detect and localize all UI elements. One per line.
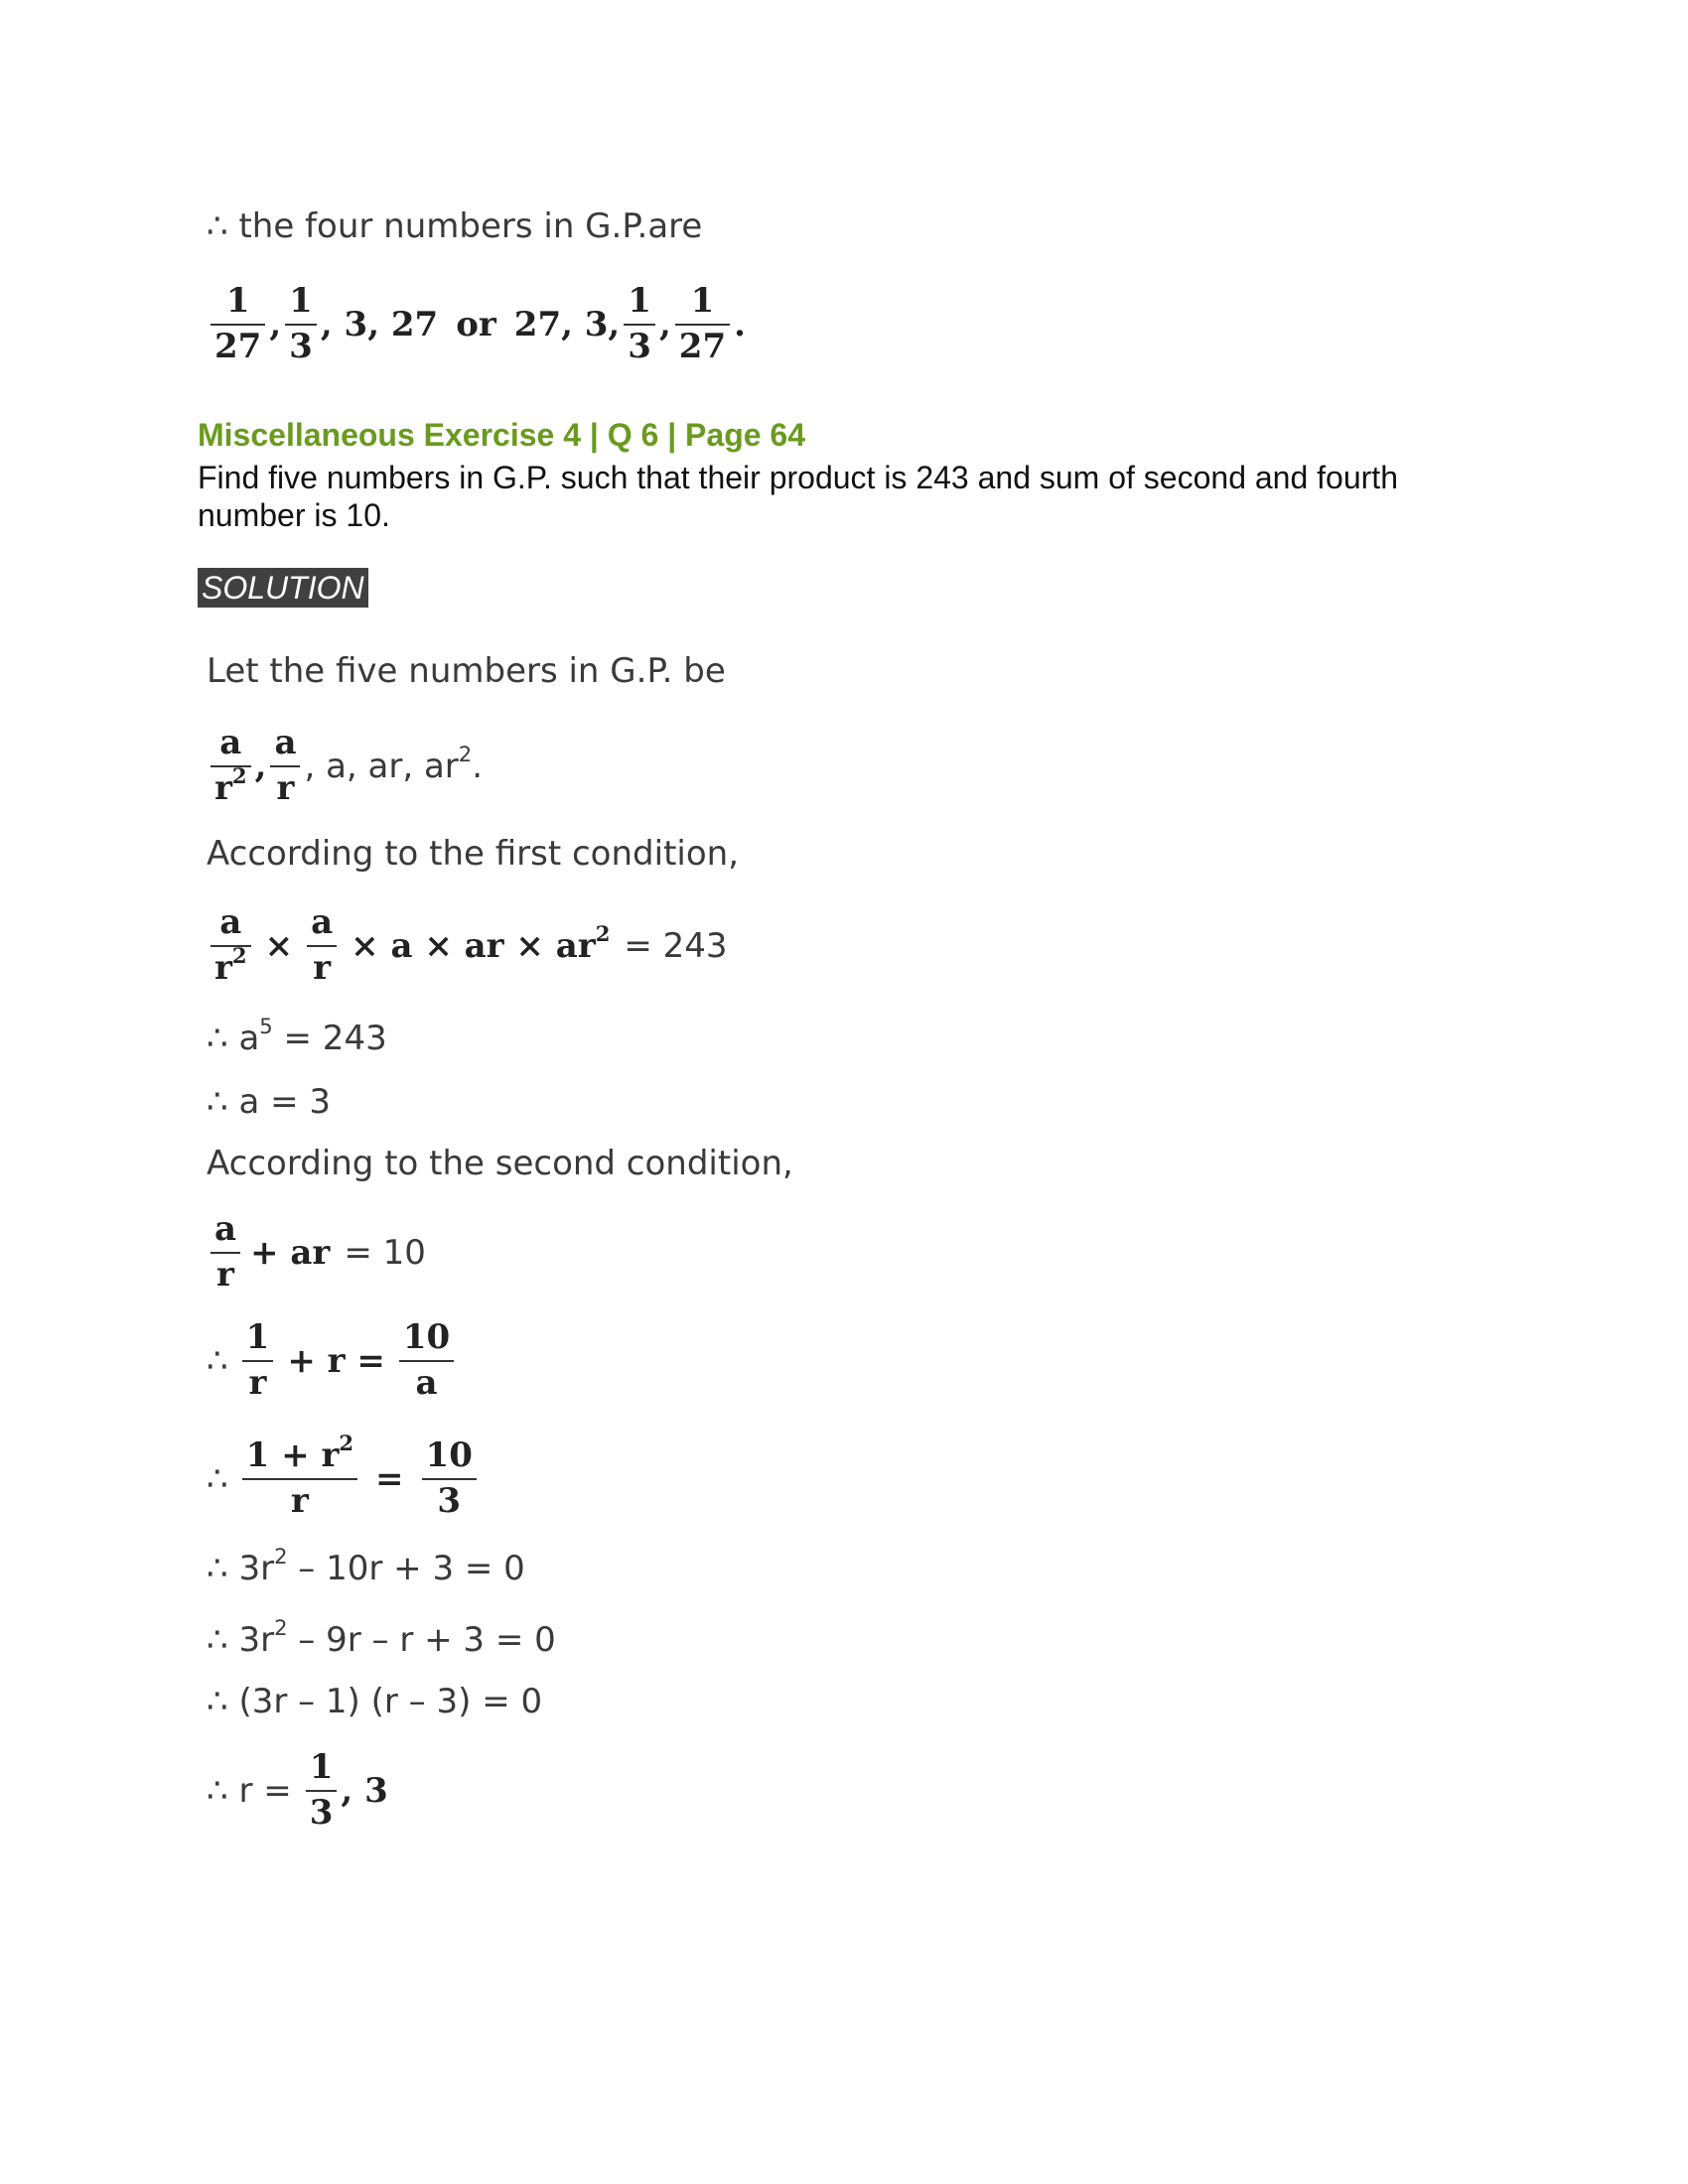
fraction-1-r: $\frac{1}{r}$ bbox=[242, 1320, 274, 1401]
fraction-a-r-b: $\frac{a}{r}$ bbox=[307, 905, 337, 986]
fraction-1-3-b: $\frac{1}{3}$ bbox=[624, 284, 655, 364]
roots: ∴ r = $\frac{1}{3}$ , 3 bbox=[207, 1747, 388, 1833]
let-statement: Let the five numbers in G.P. be bbox=[207, 651, 726, 691]
exercise-heading: Miscellaneous Exercise 4 | Q 6 | Page 64 bbox=[198, 417, 806, 453]
fraction-10-a: $\frac{10}{a}$ bbox=[399, 1320, 454, 1401]
fraction-a-r: $\frac{a}{r}$ bbox=[270, 726, 300, 806]
solution-label: SOLUTION bbox=[198, 568, 368, 608]
fraction-1-plus-r2-over-r: $\frac{1 + r^2}{r}$ bbox=[242, 1438, 357, 1519]
step-two: ∴ $\frac{1 + r^2}{r}$ = $\frac{10}{3}$ bbox=[207, 1424, 481, 1535]
first-condition: According to the first condition, bbox=[207, 834, 739, 874]
fraction-a-r2-b: $\frac{a}{r^2}$ bbox=[211, 905, 251, 986]
gp-sequence: $\frac{1}{27}$ , $\frac{1}{3}$ , 3, 27 or 27, 3, $\frac{1}{3}$ , $\frac{1}{27}$ . bbox=[207, 270, 746, 379]
fraction-a-r-c: $\frac{a}{r}$ bbox=[211, 1212, 240, 1293]
quadratic-two: ∴ $3r^2 - 9r - r + 3 = 0$ bbox=[207, 1615, 556, 1660]
fraction-1-3-c: $\frac{1}{3}$ bbox=[306, 1750, 338, 1831]
second-condition: According to the second condition, bbox=[207, 1144, 793, 1183]
fraction-1-27-b: $\frac{1}{27}$ bbox=[675, 284, 730, 364]
a-equals-three: ∴ a = 3 bbox=[207, 1082, 332, 1122]
factored-form: ∴ (3r – 1) (r – 3) = 0 bbox=[207, 1682, 543, 1721]
fraction-1-3: $\frac{1}{3}$ bbox=[285, 284, 317, 364]
fraction-1-27: $\frac{1}{27}$ bbox=[211, 284, 265, 364]
gp-terms: $\frac{a}{r^2}$ , $\frac{a}{r}$ , a, ar, $ar^2$. bbox=[207, 717, 483, 816]
sum-equation: $\frac{a}{r}$ + ar = 10 bbox=[207, 1203, 426, 1302]
product-equation: $\frac{a}{r^2}$ × $\frac{a}{r}$ × a × ar × $ar^2$ = 243 bbox=[207, 895, 728, 997]
question-text: Find five numbers in G.P. such that their product is 243 and sum of second and fourth number is 10. bbox=[198, 460, 1398, 533]
gp-statement: ∴ the four numbers in G.P.are bbox=[207, 206, 703, 246]
a-power-five: ∴ $a^5 = 243$ bbox=[207, 1014, 387, 1058]
fraction-a-r2: $\frac{a}{r^2}$ bbox=[211, 726, 251, 806]
fraction-10-3: $\frac{10}{3}$ bbox=[422, 1438, 477, 1519]
quadratic-one: ∴ $3r^2 - 10r + 3 = 0$ bbox=[207, 1544, 525, 1588]
step-one: ∴ $\frac{1}{r}$ + r = $\frac{10}{a}$ bbox=[207, 1308, 458, 1414]
